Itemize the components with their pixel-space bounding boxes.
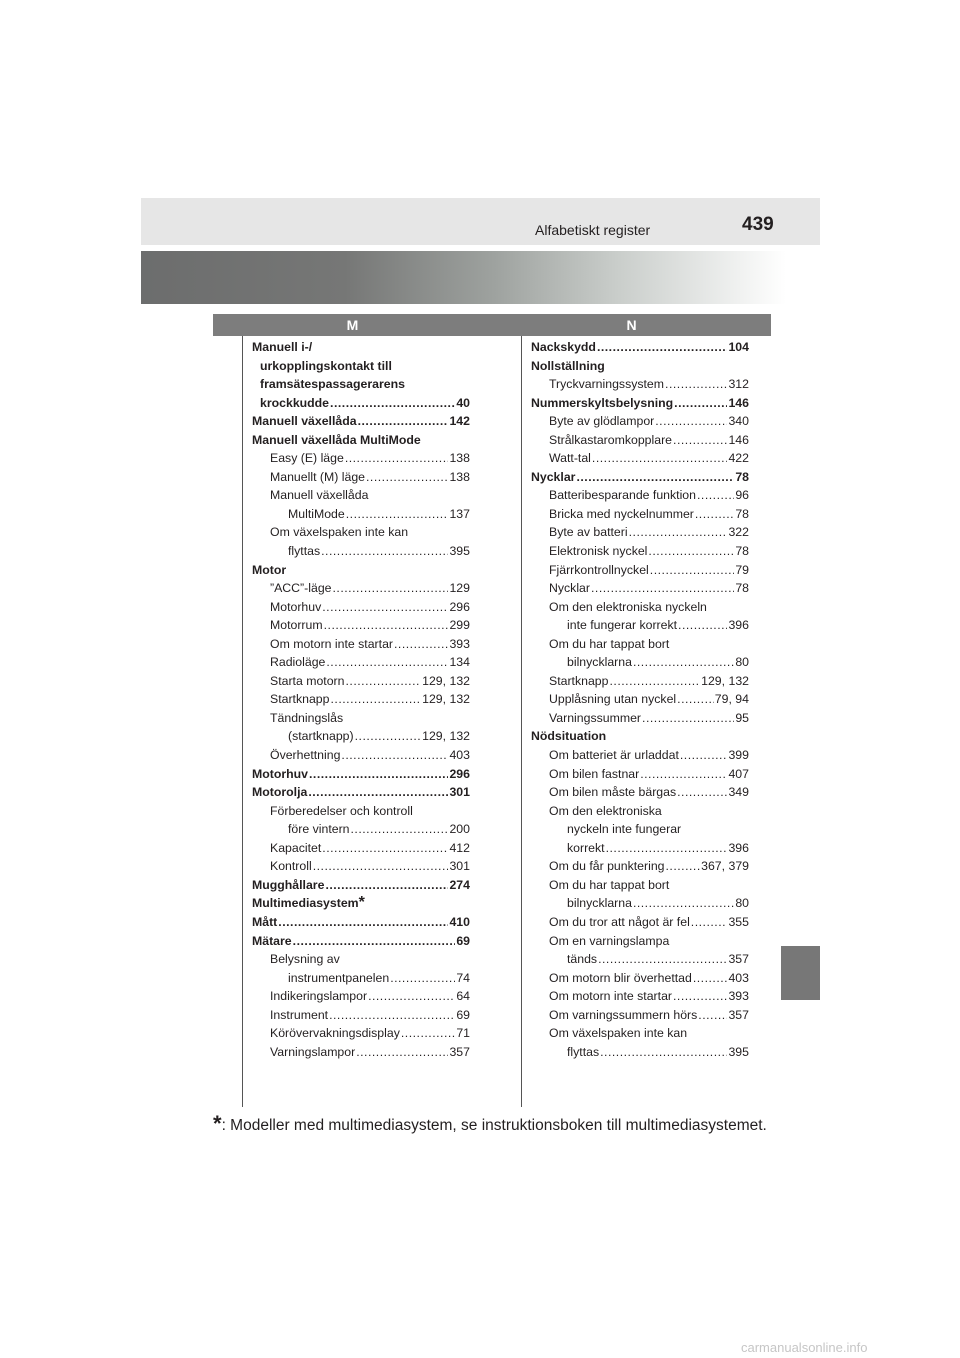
entry-term: Om batteriet är urladdat bbox=[549, 748, 679, 763]
entry-term: Varningslampor bbox=[270, 1044, 356, 1059]
index-entry bbox=[252, 802, 470, 821]
leader-dots bbox=[309, 765, 448, 784]
index-entry bbox=[531, 932, 749, 951]
leader-dots bbox=[695, 505, 734, 524]
entry-term: flyttas bbox=[567, 1044, 600, 1059]
index-entry bbox=[531, 1043, 749, 1062]
entry-term: Fjärrkontrollnyckel bbox=[549, 562, 649, 577]
decorative-gradient-bar bbox=[141, 251, 820, 304]
entry-term: Om bilen måste bärgas bbox=[549, 785, 677, 800]
leader-dots bbox=[697, 486, 734, 505]
index-entry bbox=[531, 598, 749, 617]
index-entry bbox=[531, 1006, 749, 1025]
leader-dots bbox=[322, 839, 448, 858]
index-entry bbox=[252, 783, 470, 802]
entry-page-ref: 129, 132 bbox=[422, 729, 470, 744]
entry-page-ref: 142 bbox=[449, 414, 470, 429]
entry-term: Överhettning bbox=[270, 748, 341, 763]
index-entry bbox=[252, 468, 470, 487]
index-entry bbox=[252, 727, 470, 746]
entry-term: krockkudde bbox=[260, 395, 330, 410]
leader-dots bbox=[648, 542, 734, 561]
index-entry bbox=[531, 653, 749, 672]
entry-page-ref: 146 bbox=[728, 432, 749, 447]
index-entry bbox=[531, 709, 749, 728]
entry-term: Mätare bbox=[252, 933, 292, 948]
entry-page-ref: 396 bbox=[728, 618, 749, 633]
leader-dots bbox=[346, 505, 449, 524]
entry-term: Manuell växellåda MultiMode bbox=[252, 432, 421, 447]
entry-page-ref: 299 bbox=[449, 618, 470, 633]
index-entry bbox=[252, 1006, 470, 1025]
entry-page-ref: 393 bbox=[449, 636, 470, 651]
leader-dots bbox=[673, 987, 727, 1006]
entry-page-ref: 138 bbox=[449, 451, 470, 466]
index-entry bbox=[252, 579, 470, 598]
leader-dots bbox=[351, 820, 449, 839]
entry-page-ref: 69 bbox=[456, 1007, 470, 1022]
entry-page-ref: 399 bbox=[728, 748, 749, 763]
entry-term: Nödsituation bbox=[531, 729, 607, 744]
entry-page-ref: 312 bbox=[728, 377, 749, 392]
index-entry bbox=[252, 412, 470, 431]
entry-page-ref: 104 bbox=[728, 340, 749, 354]
entry-term: flyttas bbox=[288, 544, 321, 559]
leader-dots bbox=[366, 468, 448, 487]
entry-page-ref: 410 bbox=[449, 914, 470, 929]
entry-term: Strålkastaromkopplare bbox=[549, 432, 673, 447]
index-entry bbox=[252, 394, 470, 413]
column-rule-right bbox=[521, 336, 522, 1107]
index-entry bbox=[252, 913, 470, 932]
entry-page-ref: 403 bbox=[728, 970, 749, 985]
leader-dots bbox=[642, 709, 734, 728]
entry-page-ref: 367, 379 bbox=[701, 859, 749, 874]
leader-dots bbox=[691, 913, 728, 932]
chapter-tab bbox=[781, 946, 820, 1000]
entry-page-ref: 396 bbox=[728, 840, 749, 855]
entry-page-ref: 301 bbox=[449, 859, 470, 874]
leader-dots bbox=[329, 1006, 455, 1025]
entry-page-ref: 395 bbox=[728, 1044, 749, 1059]
leader-dots bbox=[693, 969, 728, 988]
index-entry bbox=[531, 486, 749, 505]
leader-dots bbox=[355, 727, 422, 746]
entry-term: framsätespassagerarens bbox=[260, 377, 405, 392]
entry-term: Förberedelser och kontroll bbox=[270, 803, 413, 818]
entry-term: Multimediasystem bbox=[252, 896, 359, 911]
leader-dots bbox=[598, 950, 727, 969]
entry-page-ref: 200 bbox=[449, 822, 470, 837]
entry-term: Om en varningslampa bbox=[549, 933, 670, 948]
entry-page-ref: 80 bbox=[735, 655, 749, 670]
leader-dots bbox=[592, 449, 728, 468]
index-entry bbox=[531, 783, 749, 802]
entry-term: Manuell växellåda bbox=[270, 488, 369, 503]
leader-dots bbox=[326, 653, 448, 672]
leader-dots bbox=[633, 653, 734, 672]
leader-dots bbox=[325, 876, 448, 895]
entry-term: Nackskydd bbox=[531, 340, 596, 354]
leader-dots bbox=[677, 783, 727, 802]
entry-term: Nycklar bbox=[549, 581, 590, 596]
entry-page-ref: 138 bbox=[449, 469, 470, 484]
entry-term: Motorhuv bbox=[270, 599, 322, 614]
entry-page-ref: 407 bbox=[728, 766, 749, 781]
index-entry bbox=[531, 839, 749, 858]
entry-term: tänds bbox=[567, 952, 598, 967]
entry-term: Manuell i-/ bbox=[252, 340, 313, 354]
index-entry bbox=[252, 672, 470, 691]
index-entry bbox=[252, 338, 470, 357]
entry-term: Byte av glödlampor bbox=[549, 414, 655, 429]
entry-page-ref: 355 bbox=[728, 914, 749, 929]
index-entry bbox=[252, 449, 470, 468]
index-entry bbox=[531, 375, 749, 394]
header-band bbox=[141, 198, 820, 245]
column-rule-left bbox=[242, 336, 243, 1107]
index-entry bbox=[531, 338, 749, 357]
index-entry bbox=[252, 969, 470, 988]
leader-dots bbox=[665, 375, 727, 394]
entry-page-ref: 357 bbox=[728, 1007, 749, 1022]
index-entry bbox=[531, 1024, 749, 1043]
leader-dots bbox=[597, 338, 728, 357]
entry-page-ref: 129, 132 bbox=[422, 673, 470, 688]
entry-term: Kontroll bbox=[270, 859, 312, 874]
entry-term: Starta motorn bbox=[270, 673, 345, 688]
leader-dots bbox=[330, 690, 421, 709]
entry-term: nyckeln inte fungerar bbox=[567, 822, 682, 837]
index-entry bbox=[531, 765, 749, 784]
leader-dots bbox=[333, 579, 449, 598]
index-entry bbox=[531, 357, 749, 376]
entry-page-ref: 74 bbox=[456, 970, 470, 985]
index-entry bbox=[252, 1043, 470, 1062]
entry-term: Manuell växellåda bbox=[252, 414, 357, 429]
footnote bbox=[213, 1111, 767, 1137]
index-entry bbox=[531, 894, 749, 913]
index-entry bbox=[531, 431, 749, 450]
leader-dots bbox=[600, 1043, 727, 1062]
index-entry bbox=[252, 505, 470, 524]
entry-page-ref: 69 bbox=[456, 933, 470, 948]
entry-term: Tryckvarningssystem bbox=[549, 377, 665, 392]
entry-page-ref: 80 bbox=[735, 896, 749, 911]
entry-term: Manuellt (M) läge bbox=[270, 469, 365, 484]
entry-term: Elektronisk nyckel bbox=[549, 544, 648, 559]
entry-page-ref: 146 bbox=[728, 395, 749, 410]
entry-term: Motorrum bbox=[270, 618, 323, 633]
index-entry bbox=[252, 635, 470, 654]
index-entry bbox=[252, 357, 470, 376]
leader-dots bbox=[576, 468, 734, 487]
entry-page-ref: 71 bbox=[456, 1026, 470, 1041]
entry-term: korrekt bbox=[567, 840, 605, 855]
entry-page-ref: 393 bbox=[728, 989, 749, 1004]
entry-term: Upplåsning utan nyckel bbox=[549, 692, 677, 707]
index-entry bbox=[252, 857, 470, 876]
entry-term: Kapacitet bbox=[270, 840, 322, 855]
index-entry bbox=[531, 561, 749, 580]
entry-term: Om varningssummern hörs bbox=[549, 1007, 698, 1022]
index-entry bbox=[531, 913, 749, 932]
entry-term: bilnycklarna bbox=[567, 655, 632, 670]
index-entry bbox=[531, 987, 749, 1006]
leader-dots bbox=[321, 542, 448, 561]
leader-dots bbox=[677, 690, 714, 709]
entry-page-ref: 78 bbox=[735, 544, 749, 559]
leader-dots bbox=[358, 412, 449, 431]
index-entry bbox=[531, 505, 749, 524]
entry-term: Batteribesparande funktion bbox=[549, 488, 696, 503]
index-entry bbox=[252, 542, 470, 561]
index-entry bbox=[252, 839, 470, 858]
index-entry bbox=[252, 987, 470, 1006]
entry-page-ref: 296 bbox=[449, 766, 470, 781]
index-entry bbox=[531, 394, 749, 413]
entry-term: (startknapp) bbox=[288, 729, 354, 744]
index-entry bbox=[531, 635, 749, 654]
entry-term: Motor bbox=[252, 562, 287, 577]
entry-page-ref: 403 bbox=[449, 748, 470, 763]
watermark: carmanualsonline.info bbox=[741, 1340, 868, 1355]
leader-dots bbox=[394, 635, 448, 654]
leader-dots bbox=[390, 969, 455, 988]
index-entry bbox=[531, 412, 749, 431]
index-column-n bbox=[531, 338, 749, 1061]
entry-term: Motorhuv bbox=[252, 766, 309, 781]
entry-term: Om den elektroniska bbox=[549, 803, 662, 818]
index-entry bbox=[252, 598, 470, 617]
entry-term: Radioläge bbox=[270, 655, 326, 670]
leader-dots bbox=[678, 616, 727, 635]
entry-page-ref: 349 bbox=[728, 785, 749, 800]
entry-term: Motorolja bbox=[252, 785, 308, 800]
entry-page-ref: 301 bbox=[449, 785, 470, 800]
entry-term: Om den elektroniska nyckeln bbox=[549, 599, 707, 614]
leader-dots bbox=[341, 746, 448, 765]
index-entry bbox=[252, 1024, 470, 1043]
entry-term: Byte av batteri bbox=[549, 525, 628, 540]
entry-page-ref: 129 bbox=[449, 581, 470, 596]
entry-term: Om du har tappat bort bbox=[549, 877, 670, 892]
index-entry bbox=[531, 820, 749, 839]
entry-term: Om du tror att något är fel bbox=[549, 914, 690, 929]
leader-dots bbox=[324, 616, 449, 635]
index-entry bbox=[252, 820, 470, 839]
leader-dots bbox=[368, 987, 455, 1006]
index-entry bbox=[531, 802, 749, 821]
leader-dots bbox=[629, 523, 728, 542]
index-entry bbox=[252, 616, 470, 635]
leader-dots bbox=[650, 561, 735, 580]
entry-term: Om växelspaken inte kan bbox=[549, 1026, 688, 1041]
index-entry bbox=[531, 690, 749, 709]
entry-term: inte fungerar korrekt bbox=[567, 618, 678, 633]
entry-page-ref: 95 bbox=[735, 710, 749, 725]
entry-term: Om motorn blir överhettad bbox=[549, 970, 692, 985]
entry-page-ref: 357 bbox=[449, 1044, 470, 1059]
leader-dots bbox=[330, 394, 455, 413]
index-entry bbox=[531, 579, 749, 598]
entry-term: Mått bbox=[252, 914, 278, 929]
leader-dots bbox=[322, 598, 448, 617]
entry-page-ref: 129, 132 bbox=[701, 673, 749, 688]
leader-dots bbox=[356, 1043, 448, 1062]
entry-term: Easy (E) läge bbox=[270, 451, 344, 466]
entry-term: Varningssummer bbox=[549, 710, 642, 725]
leader-dots bbox=[313, 857, 449, 876]
index-entry bbox=[531, 746, 749, 765]
entry-page-ref: 78 bbox=[735, 506, 749, 521]
leader-dots bbox=[606, 839, 728, 858]
section-heading-n: N bbox=[492, 314, 771, 336]
entry-term: Nycklar bbox=[531, 469, 576, 484]
entry-page-ref: 64 bbox=[456, 989, 470, 1004]
leader-dots bbox=[680, 746, 728, 765]
entry-page-ref: 357 bbox=[728, 952, 749, 967]
entry-term: Instrument bbox=[270, 1007, 329, 1022]
entry-page-ref: 79, 94 bbox=[714, 692, 749, 707]
running-header-title: Alfabetiskt register bbox=[535, 222, 651, 238]
leader-dots bbox=[345, 449, 449, 468]
entry-page-ref: 40 bbox=[456, 395, 470, 410]
index-entry bbox=[252, 431, 470, 450]
entry-page-ref: 322 bbox=[728, 525, 749, 540]
entry-term: Tändningslås bbox=[270, 710, 344, 725]
index-entry bbox=[252, 690, 470, 709]
entry-term: Belysning av bbox=[270, 952, 340, 967]
entry-term: Nummerskyltsbelysning bbox=[531, 395, 674, 410]
leader-dots bbox=[293, 932, 456, 951]
entry-term: Om du har tappat bort bbox=[549, 636, 670, 651]
entry-term: Om bilen fastnar bbox=[549, 766, 640, 781]
index-entry bbox=[531, 542, 749, 561]
section-heading-m: M bbox=[213, 314, 492, 336]
entry-page-ref: 137 bbox=[449, 506, 470, 521]
entry-term: urkopplingskontakt till bbox=[260, 358, 392, 373]
entry-term: före vintern bbox=[288, 822, 350, 837]
index-entry bbox=[531, 523, 749, 542]
leader-dots bbox=[401, 1024, 455, 1043]
index-entry bbox=[531, 468, 749, 487]
entry-term: Om du får punktering bbox=[549, 859, 665, 874]
leader-dots bbox=[609, 672, 700, 691]
entry-term: Nollställning bbox=[531, 358, 605, 373]
index-entry bbox=[531, 876, 749, 895]
entry-page-ref: 340 bbox=[728, 414, 749, 429]
index-entry bbox=[531, 449, 749, 468]
entry-page-ref: 129, 132 bbox=[422, 692, 470, 707]
entry-term: Bricka med nyckelnummer bbox=[549, 506, 694, 521]
entry-term: Watt-tal bbox=[549, 451, 591, 466]
leader-dots bbox=[655, 412, 727, 431]
leader-dots bbox=[666, 857, 701, 876]
entry-term: instrumentpanelen bbox=[288, 970, 390, 985]
entry-page-ref: 96 bbox=[735, 488, 749, 503]
entry-page-ref: 78 bbox=[735, 581, 749, 596]
entry-page-ref: 134 bbox=[449, 655, 470, 670]
entry-term: bilnycklarna bbox=[567, 896, 632, 911]
entry-term: Startknapp bbox=[270, 692, 330, 707]
entry-page-ref: 296 bbox=[449, 599, 470, 614]
index-entry bbox=[531, 727, 749, 746]
entry-term: ”ACC”-läge bbox=[270, 581, 332, 596]
index-entry bbox=[252, 765, 470, 784]
entry-term: Indikeringslampor bbox=[270, 989, 368, 1004]
index-entry: Multimediasystem * bbox=[252, 894, 365, 912]
entry-page-ref: 78 bbox=[735, 469, 749, 484]
index-entry bbox=[531, 672, 749, 691]
leader-dots bbox=[346, 672, 422, 691]
leader-dots bbox=[278, 913, 448, 932]
entry-term: Startknapp bbox=[549, 673, 609, 688]
index-entry bbox=[252, 375, 470, 394]
leader-dots bbox=[633, 894, 734, 913]
entry-term: Körövervakningsdisplay bbox=[270, 1026, 400, 1041]
leader-dots bbox=[308, 783, 448, 802]
footnote-text: : Modeller med multimediasystem, se instruktionsboken till multimediasystemet. bbox=[221, 1117, 767, 1134]
index-entry bbox=[531, 969, 749, 988]
index-column-m bbox=[252, 338, 470, 1061]
leader-dots bbox=[698, 1006, 727, 1025]
index-entry bbox=[252, 561, 470, 580]
index-entry bbox=[252, 486, 470, 505]
entry-page-ref: 274 bbox=[449, 877, 470, 892]
entry-page-ref: 79 bbox=[735, 562, 749, 577]
leader-dots bbox=[591, 579, 734, 598]
index-entry bbox=[252, 653, 470, 672]
entry-term: Om motorn inte startar bbox=[270, 636, 394, 651]
entry-page-ref: 422 bbox=[728, 451, 749, 466]
entry-term: Om växelspaken inte kan bbox=[270, 525, 409, 540]
index-entry bbox=[252, 932, 470, 951]
entry-term: Mugghållare bbox=[252, 877, 325, 892]
index-entry bbox=[531, 857, 749, 876]
index-entry bbox=[531, 950, 749, 969]
page-number: 439 bbox=[742, 214, 774, 235]
entry-page-ref: 412 bbox=[449, 840, 470, 855]
entry-page-ref: 395 bbox=[449, 544, 470, 559]
index-entry bbox=[252, 876, 470, 895]
leader-dots bbox=[640, 765, 727, 784]
entry-term: MultiMode bbox=[288, 506, 345, 521]
index-entry bbox=[252, 950, 470, 969]
index-entry bbox=[252, 746, 470, 765]
leader-dots bbox=[673, 431, 727, 450]
index-entry bbox=[252, 523, 470, 542]
index-entry bbox=[531, 616, 749, 635]
footnote-marker: * bbox=[213, 1111, 222, 1136]
index-entry bbox=[252, 709, 470, 728]
entry-term: Om motorn inte startar bbox=[549, 989, 673, 1004]
leader-dots bbox=[674, 394, 727, 413]
